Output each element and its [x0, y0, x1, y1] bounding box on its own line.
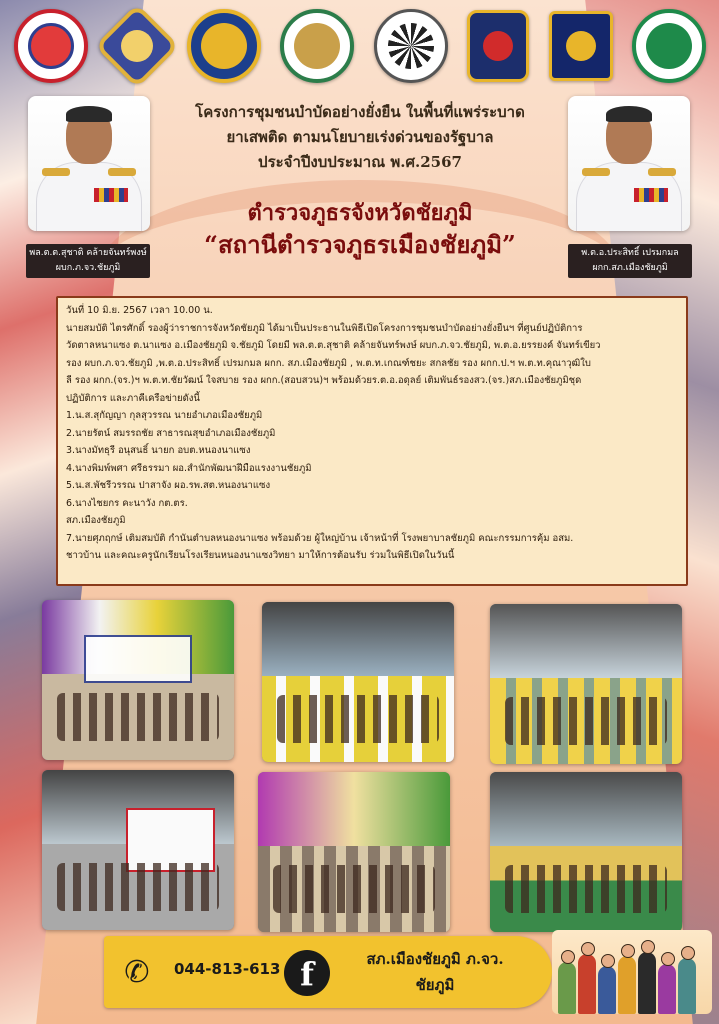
- report-line: 1.น.ส.สุกัญญา กุลสุวรรณ นายอำเภอเมืองชัยภูมิ: [66, 410, 263, 421]
- project-title-line: โครงการชุมชนบำบัดอย่างยั่งยืน ในพื้นที่แพร่ระบาด: [195, 103, 525, 121]
- organization-seal-icon: [14, 9, 88, 83]
- report-line: 2.นายรัตน์ สมรรถชัย สาธารณสุขอำเภอเมืองชัยภูมิ: [66, 427, 276, 439]
- report-line: ชาวบ้าน และคณะครูนักเรียนโรงเรียนหนองนาแซงวิทยา มาให้การต้อนรับ ร่วมในพิธีเปิดในวันนี้: [66, 550, 455, 561]
- phone-number[interactable]: 044-813-613: [174, 960, 281, 978]
- superintendent-position: ผกก.สภ.เมืองชัยภูมิ: [592, 263, 668, 273]
- group-photo: [490, 772, 682, 932]
- name-plate-commander: [26, 244, 150, 278]
- report-line: วันที่ 10 มิ.ย. 2567 เวลา 10.00 น.: [66, 305, 213, 316]
- audience-seated-photo: [490, 604, 682, 764]
- portrait-superintendent: [568, 96, 690, 231]
- logo-row: [14, 4, 706, 88]
- facebook-icon[interactable]: f: [284, 950, 330, 996]
- provincial-police-title: ตำรวจภูธรจังหวัดชัยภูมิ: [247, 200, 473, 226]
- signing-board-photo: [42, 770, 234, 930]
- project-title-line: ประจำปีงบประมาณ พ.ศ.2567: [258, 153, 462, 171]
- community-crowd-illustration: [552, 930, 712, 1014]
- report-line: 3.นางมัทธุรี อนุสนธิ์ นายก อบต.หนองนาแซง: [66, 445, 251, 456]
- report-line: 5.น.ส.พัชรีวรรณ ปาสาจัง ผอ.รพ.สต.หนองนาแซง: [66, 480, 271, 491]
- report-text-box: [56, 296, 688, 586]
- station-title: [160, 198, 560, 262]
- report-line: 6.นางไชยกร คะนาวัง กต.ตร.: [66, 497, 188, 509]
- police-badge-icon: [549, 11, 613, 81]
- report-line: วัดตาลหนาแซง ต.นาแซง อ.เมืองชัยภูมิ จ.ชัยภูมิ โดยมี พล.ต.ต.สุชาติ คล้ายจันทร์พงษ์ ผบก.ภ.จว.ชัยภูมิ, พ.ต.อ.ยรรยงค์ จันทร์เขียว: [66, 340, 601, 351]
- report-line: 7.นายศุภฤกษ์ เติมสมบัติ กำนันตำบลหนองนาแซง พร้อมด้วย ผู้ใหญ่บ้าน เจ้าหน้าที่ โรงพยาบาลชัยภูมิ คณะกรรมการคุ้ม อสม.: [66, 532, 574, 544]
- report-line: รอง ผบก.ภ.จว.ชัยภูมิ ,พ.ต.อ.ประสิทธิ์ เปรมกมล ผกก. สภ.เมืองชัยภูมิ , พ.ต.ท.เกณฑ์ชยะ สกลชัย รอง ผกก.ป.ฯ พ.ต.ท.คุณาวุฒิใบ: [66, 357, 591, 369]
- commander-name: พล.ต.ต.สุชาติ คล้ายจันทร์พงษ์: [29, 248, 147, 258]
- project-title: [160, 100, 560, 175]
- shield-emblem-icon: [467, 10, 529, 82]
- contact-footer: [104, 936, 552, 1008]
- facebook-page-line: สภ.เมืองชัยภูมิ ภ.จว.: [366, 950, 504, 968]
- facebook-page-name[interactable]: [350, 946, 520, 998]
- compass-emblem-icon: [374, 9, 448, 83]
- name-plate-superintendent: [568, 244, 692, 278]
- superintendent-name: พ.ต.อ.ประสิทธิ์ เปรมกมล: [581, 248, 679, 258]
- station-name: “สถานีตำรวจภูธรเมืองชัยภูมิ”: [204, 230, 516, 259]
- ceremony-speech-photo: [42, 600, 234, 760]
- commander-position: ผบก.ภ.จว.ชัยภูมิ: [55, 263, 121, 273]
- portrait-commander: [28, 96, 150, 231]
- report-line: สภ.เมืองชัยภูมิ: [66, 515, 126, 526]
- officials-standing-photo: [258, 772, 450, 932]
- audience-hall-photo: [262, 602, 454, 762]
- report-line: ปฏิบัติการ และภาคีเครือข่ายดังนี้: [66, 392, 200, 404]
- facebook-page-line: ชัยภูมิ: [415, 976, 455, 994]
- public-health-seal-icon: [632, 9, 706, 83]
- project-title-line: ยาเสพติด ตามนโยบายเร่งด่วนของรัฐบาล: [226, 128, 494, 146]
- justice-emblem-icon: [95, 4, 180, 89]
- report-line: 4.นางพิมพ์พศา ศรีธรรมา ผอ.สำนักพัฒนาฝีมือแรงงานชัยภูมิ: [66, 462, 312, 474]
- provincial-seal-icon: [280, 9, 354, 83]
- lion-emblem-icon: [187, 9, 261, 83]
- report-line: ลี รอง ผกก.(จร.)ฯ พ.ต.ท.ชัยวัฒน์ ใจสบาย รอง ผกก.(สอบสวน)ฯ พร้อมด้วยร.ต.อ.อดุลย์ เติมพันธ์รองสว.(จร.)สภ.เมืองชัยภูมิชุด: [66, 375, 582, 386]
- report-line: นายสมบัติ ไตรศักดิ์ รองผู้ว่าราชการจังหวัดชัยภูมิ ได้มาเป็นประธานในพิธีเปิดโครงการชุมชนบำบัดอย่างยั่งยืนฯ ที่ศูนย์ปฏิบัติการ: [66, 322, 583, 334]
- phone-icon: ✆: [124, 955, 150, 990]
